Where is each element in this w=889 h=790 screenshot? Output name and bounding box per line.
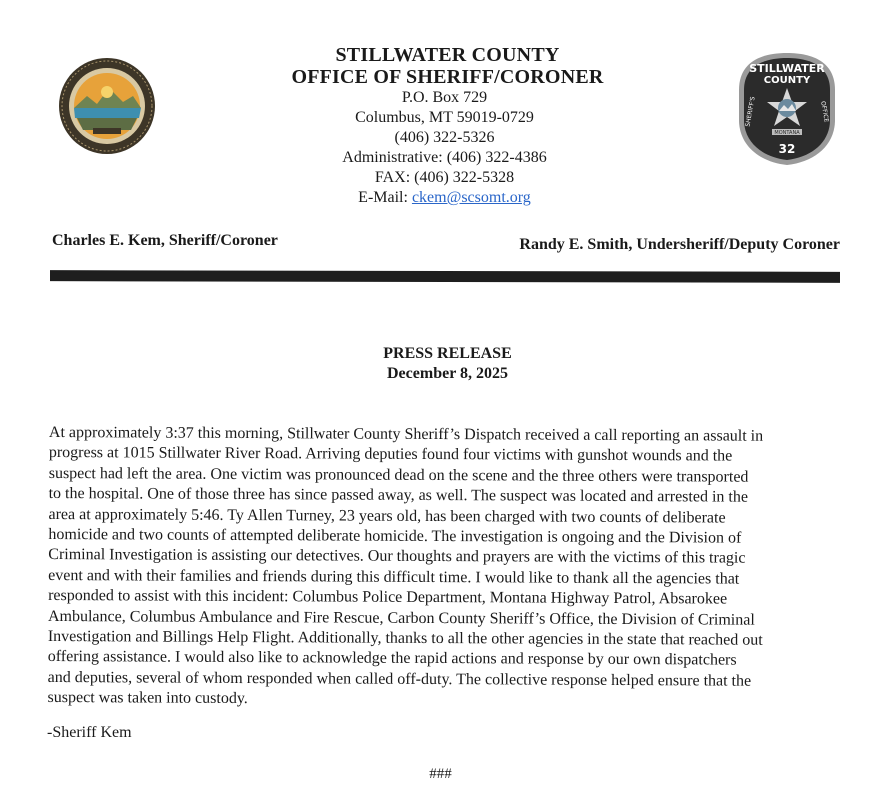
email-label: E-Mail: [358, 189, 412, 206]
body-line: to the hospital. One of those three has since passed away, as well. The suspect was located and arrested in the [48, 485, 749, 506]
release-title: PRESS RELEASE [383, 345, 512, 362]
badge-number: 32 [778, 142, 796, 156]
fax-number: FAX: (406) 322-5328 [374, 169, 515, 186]
body-line: and deputies, several of whom responded when called off-duty. The collective response helped ensure that the [47, 668, 752, 690]
body-line: At approximately 3:37 this morning, Stillwater County Sheriff’s Dispatch received a call reporting an assault in [48, 424, 764, 445]
letterhead [0, 44, 889, 208]
org-name-line-1: STILLWATER COUNTY [335, 44, 560, 66]
badge-left-text: SHERIFF'S [744, 96, 757, 128]
body-line: suspect was taken into custody. [47, 689, 248, 708]
sheriff-name: Charles E. Kem, Sheriff/Coroner [52, 232, 278, 249]
badge-right-text: OFFICE [819, 100, 830, 123]
body-line: suspect had left the area. One victim was pronounced dead on the scene and the three others were transported [48, 464, 749, 486]
body-line: responded to assist with this incident: Columbus Police Department, Montana Highway Patrol, Absarokee [48, 587, 728, 608]
email-link[interactable]: ckem@scsomt.org [411, 189, 531, 206]
org-name-line-2: OFFICE OF SHERIFF/CORONER [291, 66, 604, 88]
release-heading [3, 344, 889, 384]
signoff: -Sheriff Kem [47, 724, 132, 741]
body-line: progress at 1015 Stillwater River Road. Arriving deputies found four victims with gunshot wounds and the [48, 444, 733, 465]
city-address: Columbus, MT 59019-0729 [355, 109, 534, 126]
body-line: Ambulance, Columbus Ambulance and Fire Rescue, Carbon County Sheriff’s Office, the Division of Criminal [47, 607, 755, 629]
body-line: offering assistance. I would also like to acknowledge the rapid actions and response by our own dispatchers [47, 648, 737, 670]
body-line: Criminal Investigation is assisting our detectives. Our thoughts and prayers are with the victims of this tragic [48, 546, 746, 568]
main-phone: (406) 322-5326 [394, 129, 495, 146]
admin-phone: Administrative: (406) 322-4386 [342, 149, 547, 166]
email-row [0, 188, 889, 208]
body-line: event and with their families and friends during this difficult time. I would like to thank all the agencies that [48, 566, 740, 588]
body-line: homicide and two counts of attempted deliberate homicide. The investigation is ongoing and the Division of [48, 526, 742, 547]
header-divider [50, 270, 840, 283]
release-body [48, 423, 849, 713]
body-line: area at approximately 5:46. Ty Allen Turney, 23 years old, has been charged with two counts of deliberate [48, 505, 726, 527]
badge-top-text: STILLWATER [749, 62, 825, 75]
undersheriff-name: Randy E. Smith, Undersheriff/Deputy Coroner [519, 236, 840, 253]
body-line: Investigation and Billings Help Flight. Additionally, thanks to all the other agencies in the state that reached out [47, 628, 763, 649]
end-mark: ### [429, 766, 452, 782]
release-date: December 8, 2025 [387, 365, 508, 382]
po-box: P.O. Box 729 [401, 89, 488, 106]
badge-center-text: MONTANA [774, 130, 800, 136]
badge-county-text: COUNTY [763, 75, 811, 86]
